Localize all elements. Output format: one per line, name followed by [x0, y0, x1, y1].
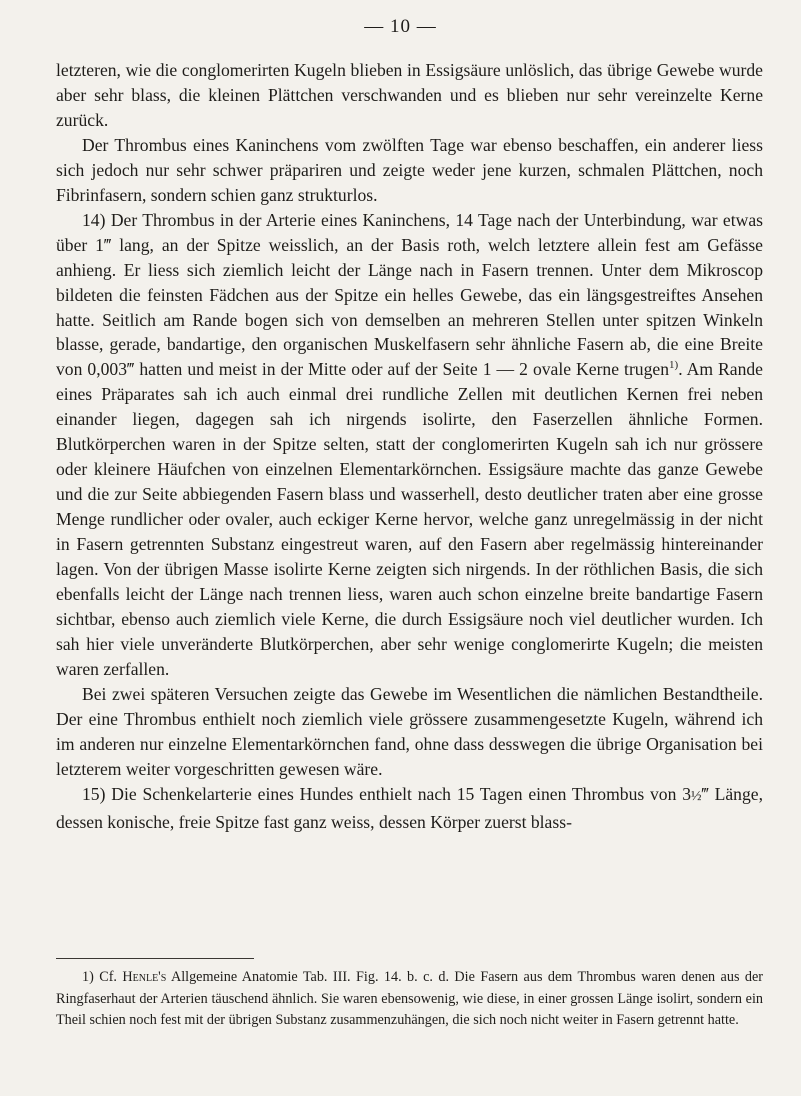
footnote-1 — [56, 967, 763, 1032]
footnote-divider — [56, 958, 254, 959]
paragraph-3-text-a: 14) Der Thrombus in der Arterie eines Kaninchens, 14 Tage nach der Unterbindung, war etwas über 1‴ lang, an der Spitze weisslich, an der Basis roth, welch letztere allein fest am Gefässe anhieng. Er liess sich ziemlich leicht der Länge nach in Fasern trennen. Unter dem Mikroscop bildeten die feinsten Fädchen aus der Spitze ein helles Gewebe, das ein längsgestreiftes Ansehen hatte. Seitlich am Rande bogen sich von demselben an mehreren Stellen unter spitzen Winkeln blasse, gerade, bandartige, den organischen Muskelfasern sehr ähnliche Fasern ab, die eine Breite von 0,003‴ hatten und meist in der Mitte oder auf der Seite 1 — 2 ovale Kerne trugen — [56, 209, 763, 380]
paragraph-1: letzteren, wie die conglomerirten Kugeln blieben in Essigsäure unlöslich, das übrige Gewebe wurde aber sehr blass, die kleinen Plättchen verschwanden und es blieben nur sehr vereinzelte Kerne zurück. — [56, 60, 763, 130]
footnote-reference: 1) — [669, 359, 679, 372]
paragraph-5-text-b: ‴ Länge, dessen konische, freie Spitze fast ganz weiss, dessen Körper zuerst blass- — [56, 783, 763, 832]
footnote-text: Allgemeine Anatomie Tab. III. Fig. 14. b. c. d. Die Fasern aus dem Thrombus waren denen aus der Ringfaserhaut der Arterien täuschend ähnlich. Sie waren ebensowenig, wie diese, in einer grossen Länge isolirt, sondern ein Theil schien noch fest mit der übrigen Substanz zusammenzuhängen, die sich noch nicht weiter in Fasern getrennt hatte. — [56, 969, 763, 1028]
paragraph-2: Der Thrombus eines Kaninchens vom zwölften Tage war ebenso beschaffen, ein anderer liess sich jedoch nur sehr schwer präpariren und zeigte weder jene kurzen, schmalen Plättchen, noch Fibrinfasern, sondern schien ganz strukturlos. — [56, 134, 763, 205]
paragraph-5 — [56, 782, 763, 835]
paragraph-5-text-a: 15) Die Schenkelarterie eines Hundes enthielt nach 15 Tagen einen Thrombus von 3 — [82, 783, 691, 804]
main-text — [56, 58, 763, 835]
paragraph-3 — [56, 208, 763, 682]
footnote-author: Henle's — [122, 969, 167, 985]
paragraph-3-text-b: . Am Rande eines Präparates sah ich auch einmal drei rundliche Zellen mit deutlichen Kernen frei neben einander liegen, dagegen sah ich nirgends isolirte, den Faserzellen ähnliche Formen. Blutkörperchen waren in der Spitze selten, statt der conglomerirten Kugeln sah ich nur grössere oder kleinere Häufchen von einzelnen Elementarkörnchen. Essigsäure machte das ganze Gewebe und die zur Seite abbiegenden Fasern blass und wasserhell, desto deutlicher traten aber eine grosse Menge rundlicher oder ovaler, auch eckiger Kerne hervor, welche ganz unregelmässig in der nicht in Fasern getrennten Substanz eingestreut waren, auf den Fasern aber regelmässig hintereinander lagen. Von der übrigen Masse isolirte Kerne zeigten sich nirgends. In der röthlichen Basis, die sich ebenfalls leicht der Länge nach trennen liess, waren auch schon einzelne breite bandartige Fasern sichtbar, ebenso auch ziemlich viele Kerne, die durch Essigsäure noch viel deutlicher wurden. Ich sah hier viele unveränderte Blutkörperchen, aber sehr wenige conglomerirte Kugeln; die meisten waren zerfallen. — [56, 359, 763, 679]
paragraph-4: Bei zwei späteren Versuchen zeigte das Gewebe im Wesentlichen die nämlichen Bestandtheile. Der eine Thrombus enthielt noch ziemlich viele grössere zusammengesetzte Kugeln, während ich im anderen nur einzelne Elementarkörnchen fand, ohne dass desswegen die übrige Organisation bei letzterem weiter vorgeschritten gewesen wäre. — [56, 683, 763, 779]
footnote — [56, 967, 763, 1032]
page-number: — 10 — — [364, 16, 437, 37]
fraction-half: ½ — [691, 788, 702, 804]
footnote-marker: 1) Cf. — [82, 969, 117, 985]
